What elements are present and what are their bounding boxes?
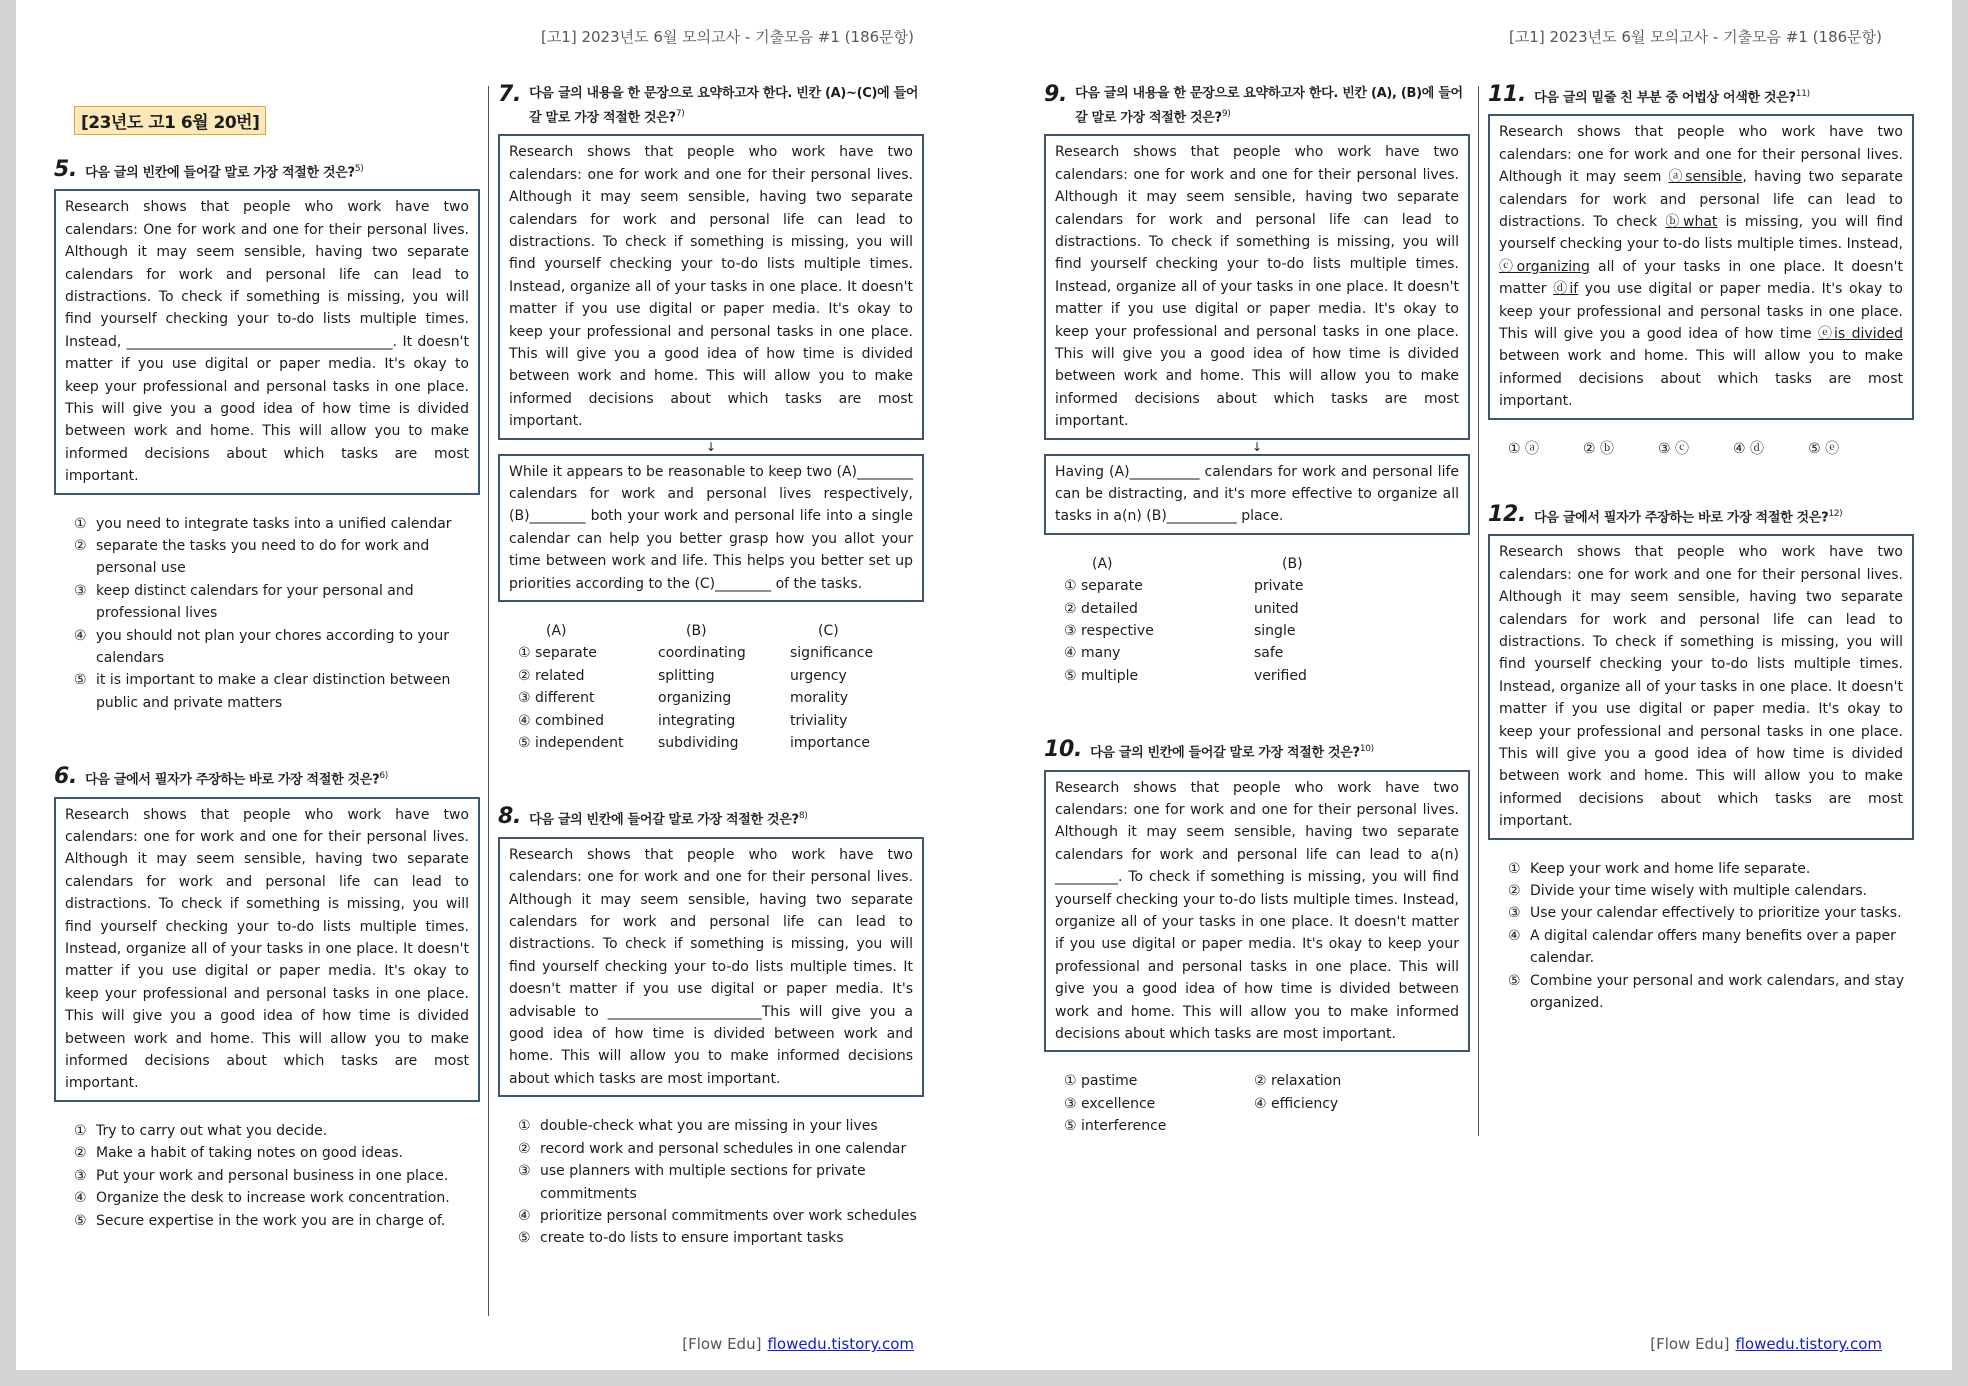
option-marker: ② (518, 1140, 531, 1157)
option-row[interactable] (518, 642, 924, 664)
footer-link[interactable]: flowedu.tistory.com (767, 1335, 914, 1353)
question-7-summary: While it appears to be reasonable to keep two (A)________ calendars for work and personal lives respectively, (B)________ both your work and personal life into a single calendar can help you better grasp how you allot your time between work and life. This helps you better set up priorities according to the (C)________ of the tasks. (498, 454, 924, 602)
option-text: A digital calendar offers many benefits over a paper calendar. (1530, 927, 1896, 967)
footer-link[interactable]: flowedu.tistory.com (1735, 1335, 1882, 1353)
option-row[interactable] (1064, 642, 1470, 664)
option-item[interactable] (1488, 970, 1914, 1015)
option-item[interactable] (1488, 880, 1914, 902)
option-marker: ② (74, 1145, 87, 1162)
option-marker: ⑤ (1508, 972, 1521, 989)
option-cell: significance (790, 645, 874, 662)
option-text: Secure expertise in the work you are in charge of. (96, 1212, 446, 1229)
option-item[interactable] (498, 1227, 924, 1249)
option-cell: ① separate (1064, 578, 1143, 595)
option-marker: ③ (74, 582, 87, 599)
option-marker: ② (74, 538, 87, 555)
option-item[interactable] (1254, 1115, 1386, 1137)
source-tag: [23년도 고1 6월 20번] (74, 106, 266, 135)
option-item[interactable]: ④ efficiency (1254, 1095, 1339, 1112)
option-cell: ② related (518, 667, 585, 684)
question-7-passage: Research shows that people who work have two calendars: one for work and one for their personal lives. Although it may seem sensible, having two separate calendars for work and personal life can lead to distractions. To check if something is missing, you will find yourself checking your to-do lists multiple times. Instead, organize all of your tasks in one place. It doesn't matter if you use digital or paper media. It's okay to keep your professional and personal tasks in one place. This will give you a good idea of how time is divided between work and home. This will allow you to make informed decisions about which tasks are most important. (498, 134, 924, 439)
underline-d: ⓓif (1553, 281, 1579, 298)
option-cell: private (1254, 578, 1304, 595)
option-text: create to-do lists to ensure important tasks (540, 1230, 844, 1247)
column-q5-q6 (54, 56, 480, 1232)
question-8-title: 8. 다음 글의 빈칸에 들어갈 말로 가장 적절한 것은?$^{8)}$ (498, 804, 808, 830)
option-marker: ④ (74, 1190, 87, 1207)
question-11-passage: Research shows that people who work have two calendars: one for work and one for their personal lives. Although it may seem ⓐsensible, having two separate calendars for work and personal life can lead to distractions. To check ⓑwhat is missing, you will find yourself checking your to-do lists multiple times. Instead, ⓒorganizing all of your tasks in one place. It doesn't matter ⓓif you use digital or paper media. It's okay to keep your professional and personal tasks in one place. This will give you a good idea of how time ⓔis divided between work and home. This will allow you to make informed decisions about which tasks are most important. (1488, 114, 1914, 419)
option-text: record work and personal schedules in one calendar (540, 1140, 907, 1157)
option-item[interactable] (1488, 925, 1914, 970)
options-header (518, 620, 924, 642)
option-row[interactable] (518, 665, 924, 687)
option-row[interactable] (1064, 620, 1470, 642)
column-divider (1478, 86, 1479, 1136)
option-text: use planners with multiple sections for private commitments (540, 1163, 866, 1202)
question-8-options (498, 1115, 924, 1249)
option-cell: integrating (658, 712, 736, 729)
option-marker: ⑤ (518, 1230, 531, 1247)
page-header: [고1] 2023년도 6월 모의고사 - 기출모음 #1 (186문항) (1508, 28, 1882, 46)
option-text: Make a habit of taking notes on good ideas. (96, 1145, 403, 1162)
option-text: Organize the desk to increase work concentration. (96, 1190, 450, 1207)
option-marker: ④ (74, 627, 87, 644)
option-marker: ② (1508, 883, 1521, 900)
left-page (16, 0, 984, 1370)
question-9-summary: Having (A)__________ calendars for work and personal life can be distracting, and it's more effective to organize all tasks in a(n) (B)__________ place. (1044, 454, 1470, 535)
option-cell: ④ many (1064, 645, 1121, 662)
option-row[interactable] (518, 687, 924, 709)
option-marker: ④ (518, 1207, 531, 1224)
option-item[interactable] (54, 1120, 480, 1142)
down-arrow-icon: ↓ (1251, 439, 1263, 454)
option-cell: coordinating (658, 645, 746, 662)
option-cell: organizing (658, 690, 732, 707)
option-cell: verified (1254, 667, 1307, 684)
option-cell: ③ respective (1064, 623, 1154, 640)
option-text: Divide your time wisely with multiple calendars. (1530, 883, 1868, 900)
option-item[interactable]: ② relaxation (1254, 1073, 1342, 1090)
question-11-options (1488, 438, 1914, 460)
column-q11-q12 (1488, 84, 1914, 1014)
option-item[interactable]: ① ⓐ (1508, 440, 1540, 457)
column-header: (A) (1092, 555, 1113, 572)
option-row[interactable] (1064, 575, 1470, 597)
underline-b: ⓑwhat (1665, 213, 1718, 230)
option-cell: single (1254, 623, 1296, 640)
option-row (1064, 1070, 1470, 1092)
option-marker: ① (1508, 860, 1521, 877)
option-marker: ③ (518, 1163, 531, 1180)
option-item[interactable]: ④ ⓓ (1733, 440, 1765, 457)
option-text: it is important to make a clear distinction between public and private matters (96, 672, 451, 711)
option-cell: ⑤ multiple (1064, 667, 1139, 684)
question-7-title: 7. 다음 글의 내용을 한 문장으로 요약하고자 한다. 빈칸 (A)~(C)에 들어갈 말로 가장 적절한 것은?$^{7)}$ (498, 82, 919, 126)
question-7-options-table (498, 620, 924, 754)
option-item[interactable] (54, 1165, 480, 1187)
option-item[interactable]: ③ ⓒ (1658, 440, 1690, 457)
question-6-options (54, 1120, 480, 1232)
option-cell: urgency (790, 667, 847, 684)
option-item[interactable] (498, 1138, 924, 1160)
question-5-options (54, 513, 480, 715)
option-marker: ③ (1508, 905, 1521, 922)
option-text: double-check what you are missing in your lives (540, 1118, 878, 1135)
option-cell: subdividing (658, 735, 739, 752)
option-cell: safe (1254, 645, 1284, 662)
underline-c: ⓒorganizing (1499, 258, 1590, 275)
question-12-title: 12. 다음 글에서 필자가 주장하는 바로 가장 적절한 것은?$^{12)}$ (1488, 502, 1843, 528)
option-row[interactable] (1064, 665, 1470, 687)
option-row (1064, 1093, 1470, 1115)
option-item[interactable] (54, 669, 480, 714)
option-cell: importance (790, 735, 870, 752)
question-12-passage: Research shows that people who work have two calendars: one for work and one for their personal lives. Although it may seem sensible, having two separate calendars for work and personal life can lead to distractions. To check if something is missing, you will find yourself checking your to-do lists multiple times. Instead, organize all of your tasks in one place. It doesn't matter if you use digital or paper media. It's okay to keep your professional and personal tasks in one place. This will give you a good idea of how time is divided between work and home. This will allow you to make informed decisions about which tasks are most important. (1488, 534, 1914, 839)
option-marker: ① (74, 1122, 87, 1139)
option-item[interactable]: ② ⓑ (1583, 440, 1615, 457)
option-item[interactable] (54, 625, 480, 670)
question-11-title: 11. 다음 글의 밑줄 친 부분 중 어법상 어색한 것은?$^{11)}$ (1488, 82, 1810, 107)
option-item[interactable]: ① pastime (1064, 1073, 1138, 1090)
column-header: (B) (686, 623, 707, 640)
option-item[interactable] (498, 1115, 924, 1137)
question-9-passage: Research shows that people who work have two calendars: one for work and one for their personal lives. Although it may seem sensible, having two separate calendars for work and personal life can lead to distractions. To check if something is missing, you will find yourself checking your to-do lists multiple times. Instead, organize all of your tasks in one place. It doesn't matter if you use digital or paper media. It's okay to keep your professional and personal tasks in one place. This will give you a good idea of how time is divided between work and home. This will allow you to make informed decisions about which tasks are most important. (1044, 134, 1470, 439)
option-item[interactable]: ③ excellence (1064, 1095, 1156, 1112)
option-item[interactable] (498, 1160, 924, 1205)
option-item[interactable] (54, 535, 480, 580)
option-text: Put your work and personal business in one place. (96, 1167, 449, 1184)
column-divider (488, 86, 489, 1316)
question-5-passage: Research shows that people who work have two calendars: One for work and one for their personal lives. Although it may seem sensible, having two separate calendars for work and personal life can lead to distractions. To check if something is missing, you will find yourself checking your to-do lists multiple times. Instead, ______________________________________. It doesn't matter if you use digital or paper media. It's okay to keep your professional and personal tasks in one place. This will give you a good idea of how time is divided between work and home. This will allow you to make informed decisions about which tasks are most important. (54, 189, 480, 494)
underline-a: ⓐsensible (1668, 169, 1743, 186)
option-cell: ③ different (518, 690, 595, 707)
option-cell: triviality (790, 712, 848, 729)
option-text: separate the tasks you need to do for work and personal use (96, 538, 430, 577)
question-6-passage: Research shows that people who work have two calendars: one for work and one for their personal lives. Although it may seem sensible, having two separate calendars for work and personal life can lead to distractions. To check if something is missing, you will find yourself checking your to-do lists multiple times. Instead, organize all of your tasks in one place. It doesn't matter if you use digital or paper media. It's okay to keep your professional and personal tasks in one place. This will give you a good idea of how time is divided between work and home. This will allow you to make informed decisions about which tasks are most important. (54, 797, 480, 1102)
column-header: (B) (1282, 555, 1303, 572)
option-text: keep distinct calendars for your personal and professional lives (96, 582, 414, 622)
option-item[interactable] (54, 1142, 480, 1164)
option-marker: ⑤ (74, 672, 87, 689)
options-header (1064, 553, 1470, 575)
option-text: prioritize personal commitments over work schedules (540, 1207, 917, 1224)
option-text: you should not plan your chores according to your calendars (96, 627, 449, 667)
option-item[interactable]: ⑤ ⓔ (1808, 440, 1840, 457)
question-9-options-table (1044, 553, 1470, 687)
option-item[interactable] (54, 1187, 480, 1209)
option-cell: morality (790, 690, 849, 707)
option-item[interactable] (54, 580, 480, 625)
option-item[interactable] (1488, 902, 1914, 924)
option-row (1064, 1115, 1470, 1137)
option-marker: ① (74, 515, 87, 532)
option-item[interactable] (54, 513, 480, 535)
option-text: Use your calendar effectively to prioritize your tasks. (1530, 905, 1902, 922)
option-text: Try to carry out what you decide. (96, 1122, 328, 1139)
option-marker: ⑤ (74, 1212, 87, 1229)
option-item[interactable] (54, 1210, 480, 1232)
option-text: Keep your work and home life separate. (1530, 860, 1811, 877)
option-row[interactable] (518, 710, 924, 732)
question-6-title: 6. 다음 글에서 필자가 주장하는 바로 가장 적절한 것은?$^{6)}$ (54, 764, 388, 790)
option-item[interactable] (498, 1205, 924, 1227)
question-10-options (1044, 1070, 1470, 1137)
page-footer: [Flow Edu] flowedu.tistory.com (1650, 1335, 1882, 1353)
option-row[interactable] (518, 732, 924, 754)
column-header: (C) (818, 623, 839, 640)
option-cell: ④ combined (518, 712, 605, 729)
option-cell: united (1254, 600, 1299, 617)
option-marker: ④ (1508, 927, 1521, 944)
option-row[interactable] (1064, 598, 1470, 620)
underline-e: ⓔis divided (1818, 325, 1903, 342)
page-footer: [Flow Edu] flowedu.tistory.com (682, 1335, 914, 1353)
question-8-passage: Research shows that people who work have two calendars: one for work and one for their personal lives. Although it may seem sensible, having two separate calendars for work and personal life can lead to distractions. To check if something is missing, you will find yourself checking your to-do lists multiple times. It doesn't matter if you use digital or paper media. It's advisable to ______________________This will give you a good idea of how time is divided between work and home. This will allow you to make informed decisions about which tasks are most important. (498, 837, 924, 1097)
question-10-title: 10. 다음 글의 빈칸에 들어갈 말로 가장 적절한 것은?$^{10)}$ (1044, 737, 1374, 763)
option-marker: ③ (74, 1167, 87, 1184)
question-5-title: 5. 다음 글의 빈칸에 들어갈 말로 가장 적절한 것은?$^{5)}$ (54, 157, 364, 182)
option-item[interactable]: ⑤ interference (1064, 1118, 1167, 1135)
right-page (984, 0, 1952, 1370)
option-cell: splitting (658, 667, 715, 684)
down-arrow-icon: ↓ (705, 439, 717, 454)
option-text: you need to integrate tasks into a unified calendar (96, 515, 452, 532)
question-12-options (1488, 858, 1914, 1015)
option-item[interactable] (1488, 858, 1914, 880)
option-cell: ① separate (518, 645, 597, 662)
question-9-title: 9. 다음 글의 내용을 한 문장으로 요약하고자 한다. 빈칸 (A), (B)에 들어갈 말로 가장 적절한 것은?$^{9)}$ (1044, 82, 1463, 126)
page-header: [고1] 2023년도 6월 모의고사 - 기출모음 #1 (186문항) (540, 28, 914, 46)
column-q9-q10 (1044, 84, 1470, 1138)
option-marker: ① (518, 1118, 531, 1135)
option-cell: ⑤ independent (518, 735, 624, 752)
option-cell: ② detailed (1064, 600, 1138, 617)
column-header: (A) (546, 623, 567, 640)
option-text: Combine your personal and work calendars, and stay organized. (1530, 972, 1905, 1012)
question-10-passage: Research shows that people who work have two calendars: one for work and one for their personal lives. Although it may seem sensible, having two separate calendars for work and personal life can lead to a(n) _________. To check if something is missing, you will find yourself checking your to-do lists multiple times. Instead, organize all of your tasks in one place. It doesn't matter if you use digital or paper media. It's okay to keep your professional and personal tasks in one place. This will give you a good idea of how time is divided between work and home. This will allow you to make informed decisions about which tasks are most important. (1044, 770, 1470, 1053)
column-q7-q8 (498, 84, 924, 1250)
